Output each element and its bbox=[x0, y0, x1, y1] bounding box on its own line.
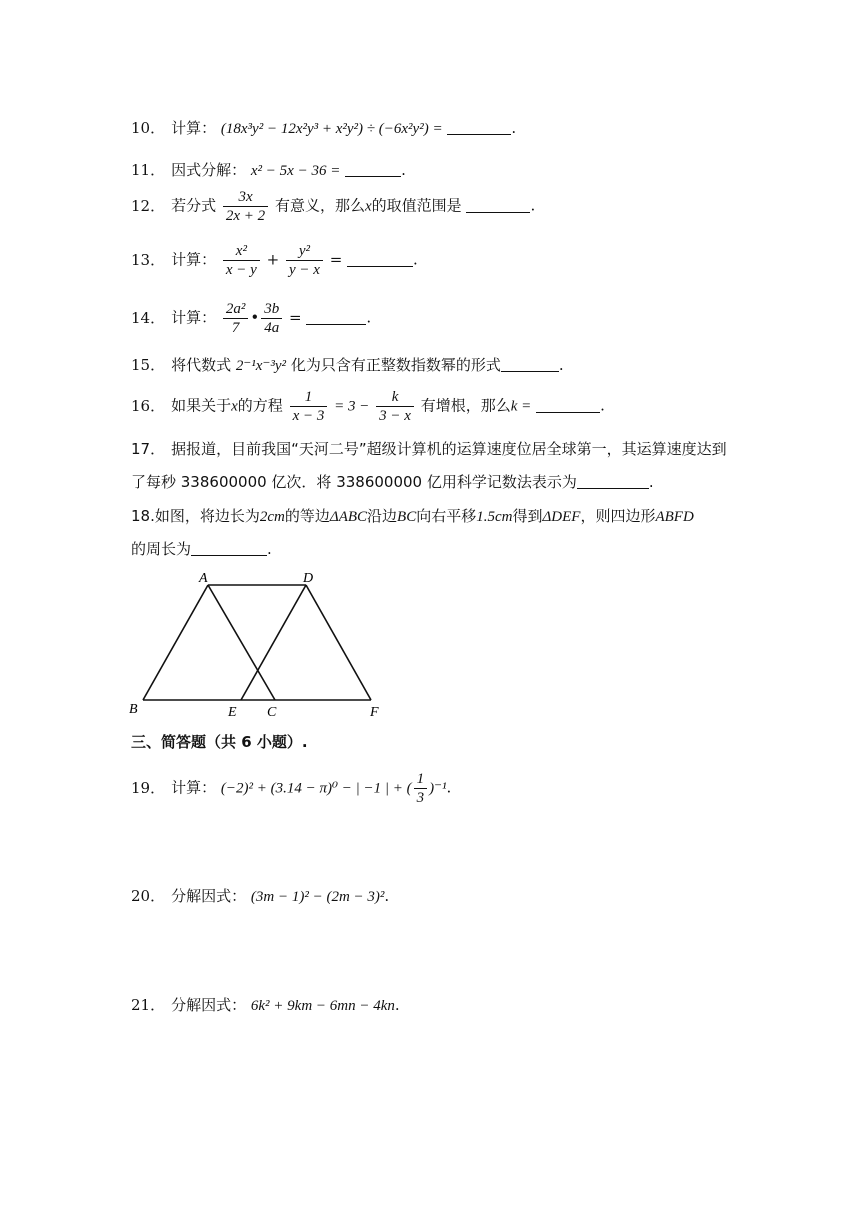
numerator: x² bbox=[223, 242, 260, 261]
question-number: 17． bbox=[131, 440, 166, 458]
math-expression: 6k² + 9km − 6mn − 4kn bbox=[250, 998, 395, 1014]
math-expression: )⁻¹ bbox=[429, 780, 447, 797]
label-d: D bbox=[303, 571, 314, 586]
question-text: 向右平移 bbox=[416, 507, 477, 525]
question-prefix: 若分式 bbox=[171, 196, 217, 215]
question-prefix: 分解因式： bbox=[171, 996, 247, 1014]
answer-blank[interactable] bbox=[347, 252, 413, 267]
question-text: 如图，将边长为 bbox=[154, 507, 260, 525]
numerator: y² bbox=[286, 242, 323, 261]
dot-operator: • bbox=[250, 308, 260, 327]
question-prefix: 计算： bbox=[171, 250, 217, 269]
answer-blank[interactable] bbox=[536, 398, 600, 413]
question-prefix: 如果关于 bbox=[171, 396, 232, 415]
denominator: x − 3 bbox=[292, 408, 325, 424]
operator: = bbox=[329, 250, 343, 269]
fraction bbox=[223, 242, 260, 279]
numerator: k bbox=[376, 388, 414, 407]
question-10 bbox=[131, 118, 516, 139]
question-19 bbox=[131, 770, 451, 807]
question-number: 19． bbox=[131, 778, 166, 797]
math-expression: 2cm bbox=[259, 509, 285, 525]
label-e: E bbox=[228, 705, 237, 720]
question-18-line-1 bbox=[131, 506, 694, 527]
segment-df bbox=[306, 585, 371, 700]
fraction bbox=[223, 300, 249, 337]
math-expression: ΔDEF bbox=[542, 509, 581, 525]
math-expression: 2⁻¹x⁻³y² bbox=[235, 358, 287, 374]
period: . bbox=[384, 887, 390, 905]
answer-blank[interactable] bbox=[345, 162, 401, 177]
fraction bbox=[376, 388, 414, 425]
question-text: 的等边 bbox=[284, 507, 330, 525]
fraction bbox=[286, 242, 323, 279]
label-b: B bbox=[129, 702, 138, 717]
period: . bbox=[446, 778, 452, 797]
question-text: 化为只含有正整数指数幂的形式 bbox=[290, 356, 501, 374]
variable: x bbox=[231, 398, 238, 415]
fraction bbox=[414, 770, 428, 807]
question-number: 10． bbox=[131, 119, 166, 137]
math-expression: (18x³y² − 12x²y³ + x²y²) ÷ (−6x²y²) = bbox=[220, 121, 443, 137]
label-a: A bbox=[199, 571, 208, 586]
question-number: 21． bbox=[131, 996, 166, 1014]
period: . bbox=[267, 540, 272, 558]
answer-blank[interactable] bbox=[577, 474, 649, 489]
question-21 bbox=[131, 995, 400, 1016]
denominator: y − x bbox=[288, 262, 320, 278]
denominator: 2x + 2 bbox=[225, 208, 266, 224]
numerator: 1 bbox=[290, 388, 328, 407]
period: . bbox=[413, 250, 418, 269]
numerator: 3b bbox=[261, 300, 282, 319]
geometry-figure bbox=[125, 566, 390, 721]
question-18-line-2 bbox=[131, 539, 272, 559]
math-expression: = 3 − bbox=[334, 398, 370, 415]
question-text: 的周长为 bbox=[131, 540, 192, 558]
question-prefix: 计算： bbox=[171, 778, 217, 797]
answer-blank[interactable] bbox=[466, 198, 530, 213]
period: . bbox=[366, 308, 372, 327]
question-text: ，则四边形 bbox=[580, 507, 656, 525]
question-prefix: 计算： bbox=[171, 119, 217, 137]
denominator: 4a bbox=[264, 320, 280, 336]
question-20 bbox=[131, 886, 389, 907]
period: . bbox=[511, 119, 517, 137]
math-expression: ΔABC bbox=[329, 509, 368, 525]
question-text: 沿边 bbox=[367, 507, 398, 525]
denominator: 3 bbox=[416, 790, 425, 806]
question-text: 得到 bbox=[512, 507, 543, 525]
question-text: 的取值范围是 bbox=[371, 196, 462, 215]
question-number: 15． bbox=[131, 356, 166, 374]
numerator: 2a² bbox=[223, 300, 249, 319]
question-number: 16． bbox=[131, 396, 166, 415]
period: . bbox=[600, 396, 605, 415]
fraction bbox=[223, 188, 268, 225]
math-expression: ABFD bbox=[655, 509, 694, 525]
denominator: x − y bbox=[225, 262, 257, 278]
answer-blank[interactable] bbox=[306, 310, 366, 325]
section-title: 三、简答题（共 6 小题）. bbox=[131, 733, 308, 751]
question-number: 18. bbox=[131, 507, 155, 525]
period: . bbox=[558, 356, 564, 374]
segment-de bbox=[241, 585, 306, 700]
question-text: 的方程 bbox=[237, 396, 283, 415]
question-13 bbox=[131, 242, 418, 279]
question-15 bbox=[131, 355, 564, 376]
question-17-line-2 bbox=[131, 472, 654, 492]
math-expression: 1.5cm bbox=[476, 509, 513, 525]
answer-blank[interactable] bbox=[447, 120, 511, 135]
question-16 bbox=[131, 388, 605, 425]
numerator: 1 bbox=[414, 770, 428, 789]
period: . bbox=[648, 473, 654, 491]
math-expression: BC bbox=[397, 509, 417, 525]
variable: x bbox=[364, 198, 372, 215]
question-11 bbox=[131, 160, 406, 181]
math-expression: k = bbox=[510, 398, 532, 415]
question-prefix: 分解因式： bbox=[171, 887, 247, 905]
operator: + bbox=[266, 250, 280, 269]
denominator: 3 − x bbox=[379, 408, 411, 424]
question-14 bbox=[131, 300, 371, 337]
segment-ab bbox=[143, 585, 208, 700]
question-12 bbox=[131, 188, 535, 225]
fraction bbox=[261, 300, 282, 337]
denominator: 7 bbox=[231, 320, 240, 336]
question-number: 14． bbox=[131, 308, 166, 327]
question-text: 有意义，那么 bbox=[274, 196, 365, 215]
question-text: 据报道，目前我国“天河二号”超级计算机的运算速度位居全球第一，其运算速度达到 bbox=[171, 440, 727, 458]
answer-blank[interactable] bbox=[191, 541, 267, 556]
question-number: 12． bbox=[131, 196, 166, 215]
segment-ac bbox=[208, 585, 275, 700]
operator: = bbox=[289, 308, 302, 327]
period: . bbox=[401, 161, 406, 179]
question-prefix: 因式分解： bbox=[171, 161, 247, 179]
label-f: F bbox=[370, 705, 379, 720]
answer-blank[interactable] bbox=[501, 357, 559, 372]
period: . bbox=[530, 196, 536, 215]
question-text: 了每秒 338600000 亿次．将 338600000 亿用科学记数法表示为 bbox=[131, 473, 577, 491]
math-expression: x² − 5x − 36 = bbox=[250, 163, 341, 179]
math-expression: (−2)² + (3.14 − π)⁰ − | −1 | + ( bbox=[220, 780, 412, 797]
question-17-line-1 bbox=[131, 439, 727, 459]
question-prefix: 将代数式 bbox=[171, 356, 232, 374]
fraction bbox=[290, 388, 328, 425]
question-prefix: 计算： bbox=[171, 308, 217, 327]
period: . bbox=[394, 996, 400, 1014]
question-number: 13． bbox=[131, 250, 166, 269]
question-text: 有增根，那么 bbox=[420, 396, 511, 415]
question-number: 11． bbox=[131, 161, 166, 179]
question-number: 20． bbox=[131, 887, 166, 905]
label-c: C bbox=[267, 705, 277, 720]
math-expression: (3m − 1)² − (2m − 3)² bbox=[250, 889, 385, 905]
numerator: 3x bbox=[223, 188, 268, 207]
